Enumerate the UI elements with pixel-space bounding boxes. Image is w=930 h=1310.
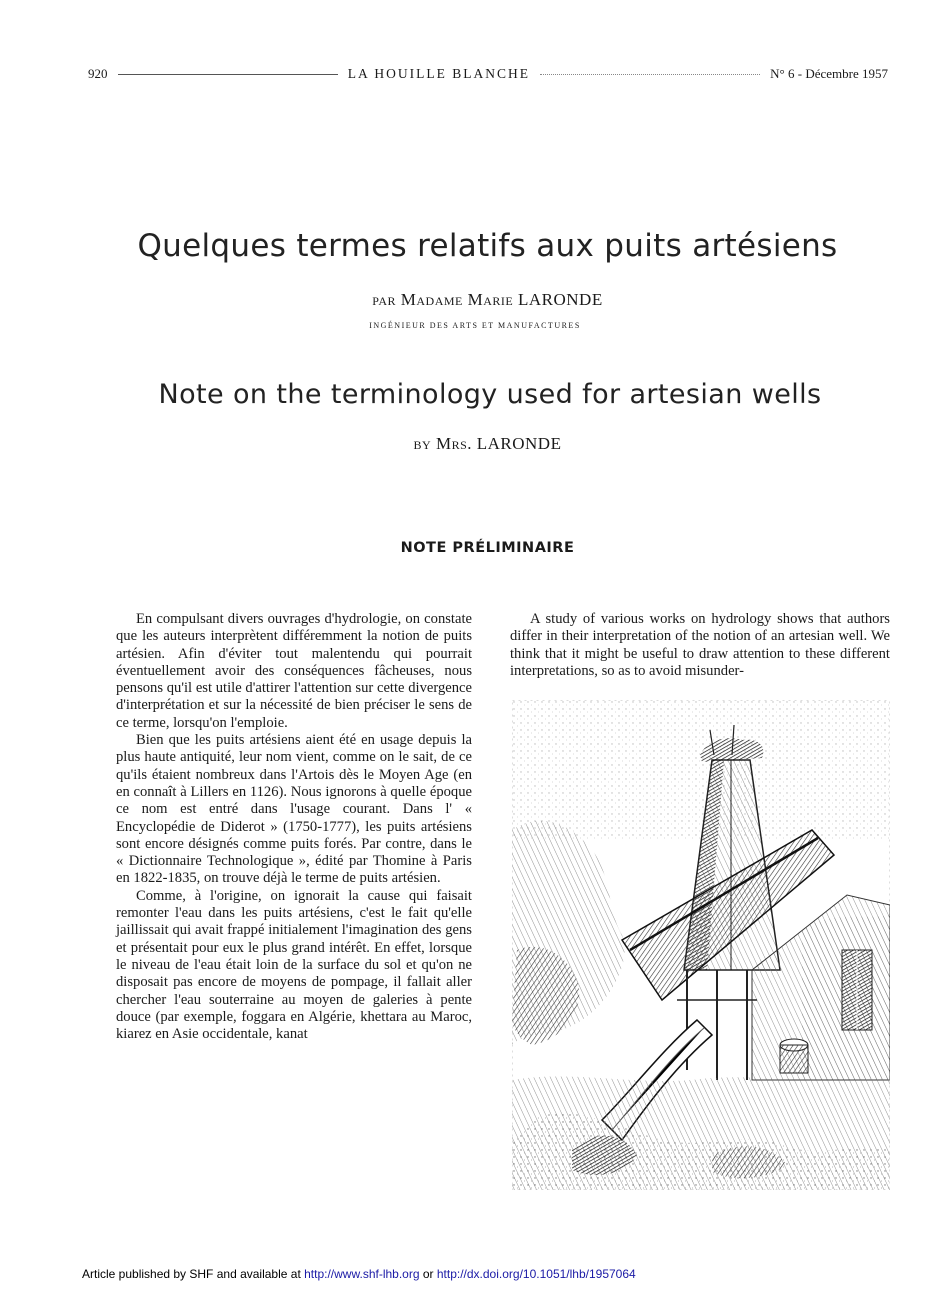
header-rule-left	[118, 74, 338, 75]
footer-separator: or	[419, 1267, 437, 1281]
byline-french-prefix: par Madame Marie	[372, 290, 514, 309]
shf-website-link[interactable]: http://www.shf-lhb.org	[304, 1267, 420, 1281]
doi-link[interactable]: http://dx.doi.org/10.1051/lhb/1957064	[436, 1267, 636, 1281]
author-affiliation: INGÉNIEUR DES ARTS ET MANUFACTURES	[369, 321, 581, 330]
page-number: 920	[88, 66, 108, 81]
author-name-english: LARONDE	[476, 434, 562, 453]
author-name-french: LARONDE	[518, 290, 603, 309]
paragraph: A study of various works on hydrology shows that authors differ in their interpretation of the notion of an artesian well. We think that it might be useful to draw attention to these different interpretations, so as to avoid misunder-	[510, 611, 890, 679]
byline-english	[0, 434, 930, 454]
english-text-column	[510, 611, 890, 680]
paragraph: Bien que les puits artésiens aient été en usage depuis la plus haute antiquité, leur nom vient, comme on le sait, de ce qu'ils étaient nombreux dans l'Artois dès le Moyen Age (en en connaît à Lillers en 1126). Nous ignorons à quelle époque ce nom est entré dans l'usage courant. Dans l' « Encyclopédie de Diderot » (1750-1777), les puits artésiens sont encore désignés comme puits forés. Par contre, dans le « Dictionnaire Technologique », édité par Thomine à Paris en 1822-1835, on trouve déjà le terme de puits artésien.	[116, 732, 472, 887]
french-text-column	[116, 611, 472, 1043]
title-english: Note on the terminology used for artesian wells	[158, 379, 822, 410]
title-french: Quelques termes relatifs aux puits artésiens	[137, 228, 838, 264]
paragraph: En compulsant divers ouvrages d'hydrologie, on constate que les auteurs interprètent différemment la notion de puits artésien. Afin d'éviter tout malentendu qui pourrait éventuellement avoir des conséquences fâcheuses, nous pensons qu'il est utile d'attirer l'attention sur cette divergence d'interprétation et sur la nécessité de bien préciser le sens de ce terme, lorsqu'on l'emploie.	[116, 611, 472, 731]
artesian-well-engraving	[512, 700, 890, 1190]
issue-info: N° 6 - Décembre 1957	[770, 66, 888, 81]
publication-footer	[82, 1267, 882, 1281]
header-rule-right	[540, 74, 760, 75]
footer-text: Article published by SHF and available at	[82, 1267, 305, 1281]
section-heading: NOTE PRÉLIMINAIRE	[400, 540, 575, 556]
journal-name: LA HOUILLE BLANCHE	[347, 66, 530, 81]
byline-french	[0, 290, 930, 310]
byline-english-prefix: by Mrs.	[413, 434, 472, 453]
paragraph: Comme, à l'origine, on ignorait la cause qui faisait remonter l'eau dans les puits artésiens, c'est le fait qu'elle jaillissait qui avait frappé initialement l'imagination des gens et présentait pour eux le plus grand intérêt. En effet, lorsque le niveau de l'eau était loin de la surface du sol et qu'on ne disposait pas encore de moyens de pompage, il fallait aller chercher l'eau souterraine au moyen de galeries à pente douce (par exemple, foggara en Algérie, khettara au Maroc, kiarez en Asie occidentale, kanat	[116, 887, 472, 1043]
running-header	[88, 64, 888, 84]
